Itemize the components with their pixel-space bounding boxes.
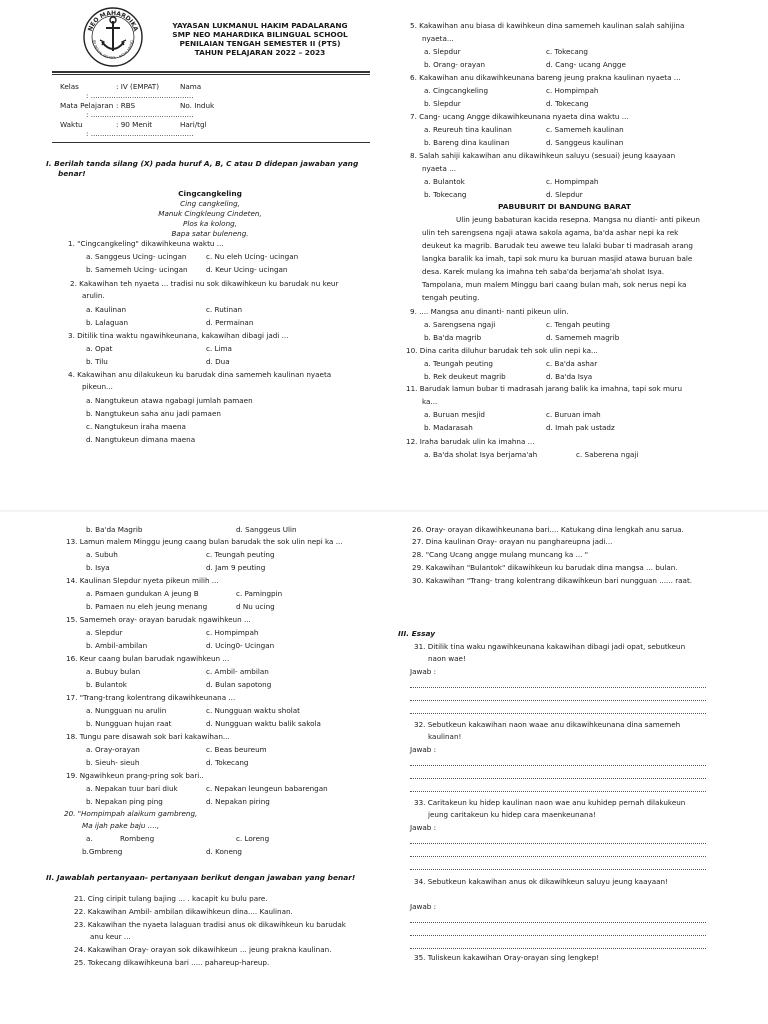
question-stem-cont: arulin.: [82, 291, 105, 300]
answer-line[interactable]: [410, 948, 706, 949]
fill-question: 25. Tokecang dikawihkeuna bari ..... pahareup-hareup.: [74, 958, 270, 967]
fill-question: 29. Kakawihan "Bulantok" dikawihkeun ku barudak dina mangsa ... bulan.: [412, 563, 678, 572]
jawab-label: Jawab :: [410, 745, 437, 754]
answer-option[interactable]: b. Orang- orayan: [424, 60, 486, 69]
essay-question-cont: kaulinan!: [428, 732, 462, 741]
answer-option[interactable]: b. Pamaen nu eleh jeung menang: [86, 602, 208, 611]
question-stem-cont: pikeun...: [82, 382, 113, 391]
jawab-label: Jawab :: [410, 823, 437, 832]
answer-option[interactable]: a. Cingcangkeling: [424, 86, 489, 95]
answer-option[interactable]: d. Imah pak ustadz: [546, 423, 615, 432]
answer-option[interactable]: b. Nangtukeun saha anu jadi pamaen: [86, 409, 221, 418]
question-stem: 1. "Cingcangkeling" dikawihkeuna waktu ...: [68, 239, 224, 248]
answer-line[interactable]: [410, 687, 706, 688]
section1-title: I. Berilah tanda silang (X) pada huruf A, B, C atau D didepan jawaban yang: [46, 159, 359, 168]
question-stem: 13. Lamun malem Minggu jeung caang bulan barudak the sok ulin nepi ka ...: [66, 537, 343, 546]
question-stem: 15. Samemeh oray- orayan barudak ngawihkeun ...: [66, 615, 251, 624]
answer-option[interactable]: a. Pamaen gundukan A jeung B: [86, 589, 199, 598]
answer-option[interactable]: d. Dua: [206, 357, 230, 366]
answer-line[interactable]: [410, 843, 706, 844]
poem-title: Cingcangkeling: [178, 189, 242, 198]
answer-option[interactable]: b. Lalaguan: [86, 318, 129, 327]
answer-option[interactable]: d. Sanggeus Ulin: [236, 525, 297, 534]
answer-line[interactable]: [410, 700, 706, 701]
answer-option[interactable]: a. Nangtukeun atawa ngabagi jumlah pamaen: [86, 396, 253, 405]
answer-option[interactable]: a. Oray-orayan: [86, 745, 140, 754]
header-rule-thin: [52, 74, 370, 75]
answer-option[interactable]: d. Nungguan waktu balik sakola: [206, 719, 321, 728]
header-rule: [52, 71, 370, 73]
answer-option[interactable]: a. Slepdur: [86, 628, 123, 637]
answer-option[interactable]: a. Opat: [86, 344, 113, 353]
essay-question: 33. Caritakeun ku hidep kaulinan naon wae anu kuhidep pernah dilakukeun: [414, 798, 686, 807]
question-stem: 10. Dina carita diluhur barudak teh sok ulin nepi ka...: [406, 346, 598, 355]
poem-line: Cing cangkeling,: [180, 199, 240, 208]
section3-title: III. Essay: [398, 629, 436, 638]
waktu-label: Waktu: [60, 120, 83, 129]
reading-line: deukeut ka magrib. Barudak teu awewe teu lalaki bubar ti madrasah arang: [422, 241, 693, 250]
essay-question-cont: naon wae!: [428, 654, 466, 663]
essay-question: 34. Sebutkeun kakawihan anus ok dikawihkeun saluyu jeung kaayaan!: [414, 877, 668, 886]
fill-question: 23. Kakawihan the nyaeta lalaguan tradisi anus ok dikawihkeun ku barudak: [74, 920, 346, 929]
answer-option[interactable]: c. Samemeh kaulinan: [546, 125, 624, 134]
answer-option[interactable]: c. Loreng: [236, 834, 270, 843]
answer-option[interactable]: b.Gmbreng: [82, 847, 123, 856]
answer-line[interactable]: [410, 869, 706, 870]
answer-option[interactable]: a. Kaulinan: [86, 305, 127, 314]
nama-field[interactable]: : .............................................: [86, 92, 194, 100]
answer-option[interactable]: a. Nepakan tuur bari diuk: [86, 784, 178, 793]
answer-option[interactable]: a. Ba'da sholat Isya berjama'ah: [424, 450, 538, 459]
question-stem-cont: ka...: [422, 397, 438, 406]
answer-option[interactable]: a. Buruan mesjid: [424, 410, 485, 419]
essay-question: 31. Ditilik tina waku ngawihkeunana kakawihan dibagi jadi opat, sebutkeun: [414, 642, 686, 651]
reading-line: desa. Karek mulang ka imahna teh saba'da berjama'ah sholat Isya.: [422, 267, 665, 276]
jawab-label: Jawab :: [410, 667, 437, 676]
question-stem: 14. Kaulinan Slepdur nyeta pikeun milih ...: [66, 576, 219, 585]
waktu-value: : 90 Menit: [116, 120, 153, 129]
question-stem: 4. Kakawihan anu dilakukeun ku barudak dina samemeh kaulinan nyaeta: [68, 370, 332, 379]
answer-option[interactable]: Rombeng: [120, 834, 155, 843]
answer-option[interactable]: c. Nangtukeun iraha maena: [86, 422, 186, 431]
fill-question: 28. "Cang Ucang angge mulang muncang ka ... ": [412, 550, 589, 559]
answer-option[interactable]: c. Ambil- ambilan: [206, 667, 269, 676]
reading-line: Tampolana, mun malem Minggu bari caang bulan mah, sok nerus nepi ka: [422, 280, 687, 289]
answer-option[interactable]: c. Ba'da ashar: [546, 359, 598, 368]
hari-label: Hari/tgl: [180, 120, 207, 129]
answer-option[interactable]: b. Nungguan hujan raat: [86, 719, 172, 728]
question-stem: 3. Ditilik tina waktu ngawihkeunana, kakawihan dibagi jadi ...: [68, 331, 289, 340]
nama-label: Nama: [180, 82, 202, 91]
jawab-label: Jawab :: [410, 902, 437, 911]
answer-option[interactable]: c. Hompimpah: [546, 86, 599, 95]
header-school: SMP NEO MAHARDIKA BILINGUAL SCHOOL: [172, 30, 348, 39]
answer-line[interactable]: [410, 935, 706, 936]
answer-option[interactable]: c. Rutinan: [206, 305, 243, 314]
identity-rule: [52, 142, 370, 143]
answer-option[interactable]: a.: [86, 834, 93, 843]
answer-option[interactable]: b. Tilu: [86, 357, 108, 366]
answer-line[interactable]: [410, 856, 706, 857]
noinduk-field[interactable]: : .............................................: [86, 111, 194, 119]
header-foundation: YAYASAN LUKMANUL HAKIM PADALARANG: [172, 21, 348, 30]
answer-option[interactable]: d. Ba'da Isya: [546, 372, 593, 381]
question-stem: 12. Iraha barudak ulin ka imahna ...: [406, 437, 535, 446]
answer-option[interactable]: b. Bulantok: [86, 680, 127, 689]
answer-option[interactable]: c. Nepakan leungeun babarengan: [206, 784, 328, 793]
answer-option[interactable]: b. Tokecang: [424, 190, 467, 199]
answer-option[interactable]: b. Nepakan ping ping: [86, 797, 163, 806]
question-stem-cont: nyaeta ...: [422, 164, 456, 173]
kelas-value: : IV (EMPAT): [116, 82, 160, 91]
answer-option[interactable]: c. Tengah peuting: [546, 320, 610, 329]
answer-option[interactable]: a. Bulantok: [424, 177, 465, 186]
header-year: TAHUN PELAJARAN 2022 – 2023: [194, 48, 326, 57]
answer-option[interactable]: c. Nu eleh Ucing- ucingan: [206, 252, 299, 261]
answer-line[interactable]: [410, 791, 706, 792]
answer-option[interactable]: d. Samemeh magrib: [546, 333, 620, 342]
poem-line: Manuk Cingkleung Cindeten,: [158, 209, 262, 218]
poem-line: Plos ka kolong,: [183, 219, 237, 228]
answer-option[interactable]: d. Nepakan piring: [206, 797, 270, 806]
answer-option[interactable]: a. Teungah peuting: [424, 359, 493, 368]
question-stem-cont: nyaeta...: [422, 34, 454, 43]
answer-option[interactable]: d. Cang- ucang Angge: [546, 60, 626, 69]
answer-option[interactable]: d. Nangtukeun dimana maena: [86, 435, 196, 444]
reading-line: tengah peuting.: [422, 293, 480, 302]
answer-option[interactable]: b. Ba'da Magrib: [86, 525, 143, 534]
poem-line: Bapa satar buleneng.: [171, 229, 249, 238]
answer-option[interactable]: c. Pamingpin: [236, 589, 283, 598]
essay-question: 32. Sebutkeun kakawihan naon waae anu dikawihkeunana dina samemeh: [414, 720, 681, 729]
answer-option[interactable]: a. Slepdur: [424, 47, 461, 56]
answer-option[interactable]: a. Sarengsena ngaji: [424, 320, 496, 329]
noinduk-label: No. Induk: [180, 101, 215, 110]
answer-option[interactable]: d. Ucing0- Ucingan: [206, 641, 275, 650]
answer-option[interactable]: c. Tokecang: [546, 47, 588, 56]
answer-line[interactable]: [410, 765, 706, 766]
answer-option[interactable]: b. Ambil-ambilan: [86, 641, 148, 650]
question-stem: 9. .... Mangsa anu dinanti- nanti pikeun ulin.: [410, 307, 569, 316]
reading-line: langka baralik ka imah, tapi sok muru ka buruan masjid atawa buruan bale: [422, 254, 693, 263]
answer-option[interactable]: a. Reureuh tina kaulinan: [424, 125, 512, 134]
answer-option[interactable]: d. Jam 9 peuting: [206, 563, 266, 572]
question-stem: 20. "Hompimpah alaikum gambreng,: [64, 809, 198, 818]
exam-page-2: [0, 512, 768, 1024]
answer-option[interactable]: d. Sanggeus kaulinan: [546, 138, 624, 147]
answer-option[interactable]: d. Koneng: [206, 847, 242, 856]
answer-line[interactable]: [410, 713, 706, 714]
answer-option[interactable]: a. Sanggeus Ucing- ucingan: [86, 252, 187, 261]
answer-option[interactable]: c. Lima: [206, 344, 232, 353]
question-stem: 2. Kakawihan teh nyaeta ... tradisi nu sok dikawihkeun ku barudak nu keur: [70, 279, 339, 288]
fill-question: 24. Kakawihan Oray- orayan sok dikawihkeun ... jeung prakna kaulinan.: [74, 945, 332, 954]
answer-line[interactable]: [410, 922, 706, 923]
section1-title-cont: benar!: [58, 169, 86, 178]
answer-option[interactable]: b. Rek deukeut magrib: [424, 372, 506, 381]
svg-text:BILINGUAL SCHOOL · PADALARANG: BILINGUAL SCHOOL · PADALARANG: [92, 39, 134, 61]
answer-option[interactable]: a. Subuh: [86, 550, 118, 559]
answer-option[interactable]: c. Teungah peuting: [206, 550, 275, 559]
question-stem: 6. Kakawihan anu dikawihkeunana bareng jeung prakna kaulinan nyaeta ...: [410, 73, 681, 82]
fill-question: 22. Kakawihan Ambil- ambilan dikawihkeun dina.... Kaulinan.: [74, 907, 293, 916]
fill-question: 27. Dina kaulinan Oray- orayan nu panghareupna jadi...: [412, 537, 613, 546]
answer-option[interactable]: d. Tokecang: [206, 758, 249, 767]
question-stem: 18. Tungu pare disawah sok bari kakawihan...: [66, 732, 230, 741]
answer-option[interactable]: b. Samemeh Ucing- ucingan: [86, 265, 188, 274]
answer-option[interactable]: d. Permainan: [206, 318, 254, 327]
fill-question-cont: anu keur ...: [90, 932, 131, 941]
answer-option[interactable]: b. Sieuh- sieuh: [86, 758, 140, 767]
school-logo: [82, 6, 144, 68]
mapel-label: Mata Pelajaran: [60, 101, 114, 110]
svg-text:NEO MAHARDIKA: NEO MAHARDIKA: [86, 9, 140, 33]
question-stem: 8. Salah sahiji kakawihan anu dikawihkeun saluyu (sesuai) jeung kaayaan: [410, 151, 676, 160]
question-stem: 7. Cang- ucang Angge dikawihkeunana nyaeta dina waktu ...: [410, 112, 629, 121]
answer-option[interactable]: a. Nungguan nu arulin: [86, 706, 167, 715]
essay-question-cont: jeung caritakeun ku hidep cara maenkeunana!: [428, 810, 596, 819]
header-exam: PENILAIAN TENGAH SEMESTER II (PTS): [179, 39, 341, 48]
answer-option[interactable]: d. Keur Ucing- ucingan: [206, 265, 288, 274]
answer-option[interactable]: d. Slepdur: [546, 190, 583, 199]
answer-line[interactable]: [410, 778, 706, 779]
answer-option[interactable]: a. Bubuy bulan: [86, 667, 141, 676]
answer-option[interactable]: c. Nungguan waktu sholat: [206, 706, 300, 715]
question-stem: 5. Kakawihan anu biasa di kawihkeun dina samemeh kaulinan salah sahijina: [410, 21, 685, 30]
question-stem: 17. "Trang-trang kolentrang dikawihkeunana ...: [66, 693, 236, 702]
reading-line: Ulin jeung babaturan kacida resepna. Mangsa nu dianti- anti pikeun: [456, 215, 700, 224]
answer-option[interactable]: d. Bulan sapotong: [206, 680, 272, 689]
question-stem-cont: Ma ijah pake baju ....,: [82, 821, 160, 830]
mapel-value: : RBS: [116, 101, 136, 110]
reading-title: PABUBURIT DI BANDUNG BARAT: [498, 202, 631, 211]
fill-question: 21. Cing ciripit tulang bajing ... . kacapit ku bulu pare.: [74, 894, 268, 903]
kelas-label: Kelas: [60, 82, 79, 91]
reading-line: ulin teh sarengsena ngaji atawa sakola agama, ba'da ashar nepi ka rek: [422, 228, 679, 237]
answer-option[interactable]: c. Hompimpah: [206, 628, 259, 637]
answer-option[interactable]: c. Hompimpah: [546, 177, 599, 186]
answer-option[interactable]: b. Slepdur: [424, 99, 461, 108]
essay-question: 35. Tuliskeun kakawihan Oray-orayan sing lengkep!: [414, 953, 600, 962]
question-stem: 19. Ngawihkeun prang-pring sok bari..: [66, 771, 204, 780]
fill-question: 26. Oray- orayan dikawihkeunana bari.... Katukang dina lengkah anu sarua.: [412, 525, 684, 534]
answer-option[interactable]: b. Isya: [86, 563, 110, 572]
answer-option[interactable]: c. Saberena ngaji: [576, 450, 639, 459]
answer-option[interactable]: c. Beas beureum: [206, 745, 267, 754]
answer-option[interactable]: b. Madarasah: [424, 423, 473, 432]
answer-option[interactable]: b. Ba'da magrib: [424, 333, 482, 342]
answer-option[interactable]: d Nu ucing: [236, 602, 275, 611]
question-stem: 11. Barudak lamun bubar ti madrasah jarang balik ka imahna, tapi sok muru: [406, 384, 683, 393]
answer-option[interactable]: b. Bareng dina kaulinan: [424, 138, 510, 147]
answer-option[interactable]: d. Tokecang: [546, 99, 589, 108]
section2-title: II. Jawablah pertanyaan- pertanyaan berikut dengan jawaban yang benar!: [46, 873, 356, 882]
hari-field[interactable]: : .............................................: [86, 130, 194, 138]
answer-option[interactable]: c. Buruan imah: [546, 410, 601, 419]
question-stem: 16. Keur caang bulan barudak ngawihkeun ...: [66, 654, 230, 663]
fill-question: 30. Kakawihan "Trang- trang kolentrang dikawihkeun bari nungguan ...... raat.: [412, 576, 693, 585]
